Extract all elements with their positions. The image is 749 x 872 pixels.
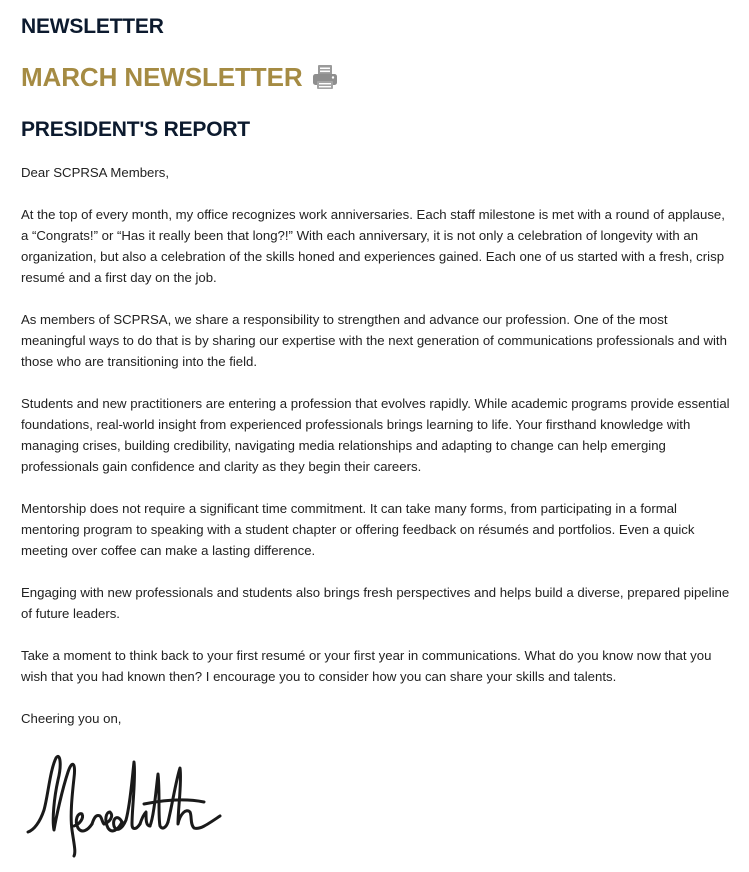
paragraph: At the top of every month, my office recognizes work anniversaries. Each staff milestone is met with a round of applause, a “Congrats!” or “Has it really been that long?!” With each anniversary, it is not only a celebration of longevity with an organization, but also a celebration of the skills honed and experiences gained. Each one of us started with a fresh, crisp resumé and a first day on the job. [21,207,725,285]
paragraph: Students and new practitioners are entering a profession that evolves rapidly. While academic programs provide essential foundations, real-world insight from experienced professionals brings learning to life. Your firsthand knowledge with managing crises, building credibility, navigating media relationships and adapting to change can help emerging professionals gain confidence and clarity as they begin their careers. [21,396,730,474]
closing: Cheering you on, [21,711,122,726]
printer-icon[interactable] [311,63,339,91]
paragraph: Mentorship does not require a significant time commitment. It can take many forms, from participating in a formal mentoring program to speaking with a student chapter or offering feedback on résumés and portfolios. Even a quick meeting over coffee can make a lasting difference. [21,501,695,558]
paragraph: Engaging with new professionals and students also brings fresh perspectives and helps build a diverse, prepared pipeline of future leaders. [21,585,730,621]
greeting: Dear SCPRSA Members, [21,165,170,180]
issue-title-row [21,60,339,94]
paragraph: As members of SCPRSA, we share a responsibility to strengthen and advance our profession. One of the most meaningful ways to do that is by sharing our expertise with the next generation of communications professionals and with those who are transitioning into the field. [21,312,727,369]
section-label: NEWSLETTER [21,15,164,38]
issue-title: MARCH NEWSLETTER [21,62,303,92]
report-body [21,162,733,750]
report-heading: PRESIDENT'S REPORT [21,118,250,141]
signature-image [24,750,224,860]
paragraph: Take a moment to think back to your first resumé or your first year in communications. What do you know now that you wish that you had known then? I encourage you to consider how you can share your skills and talents. [21,648,712,684]
